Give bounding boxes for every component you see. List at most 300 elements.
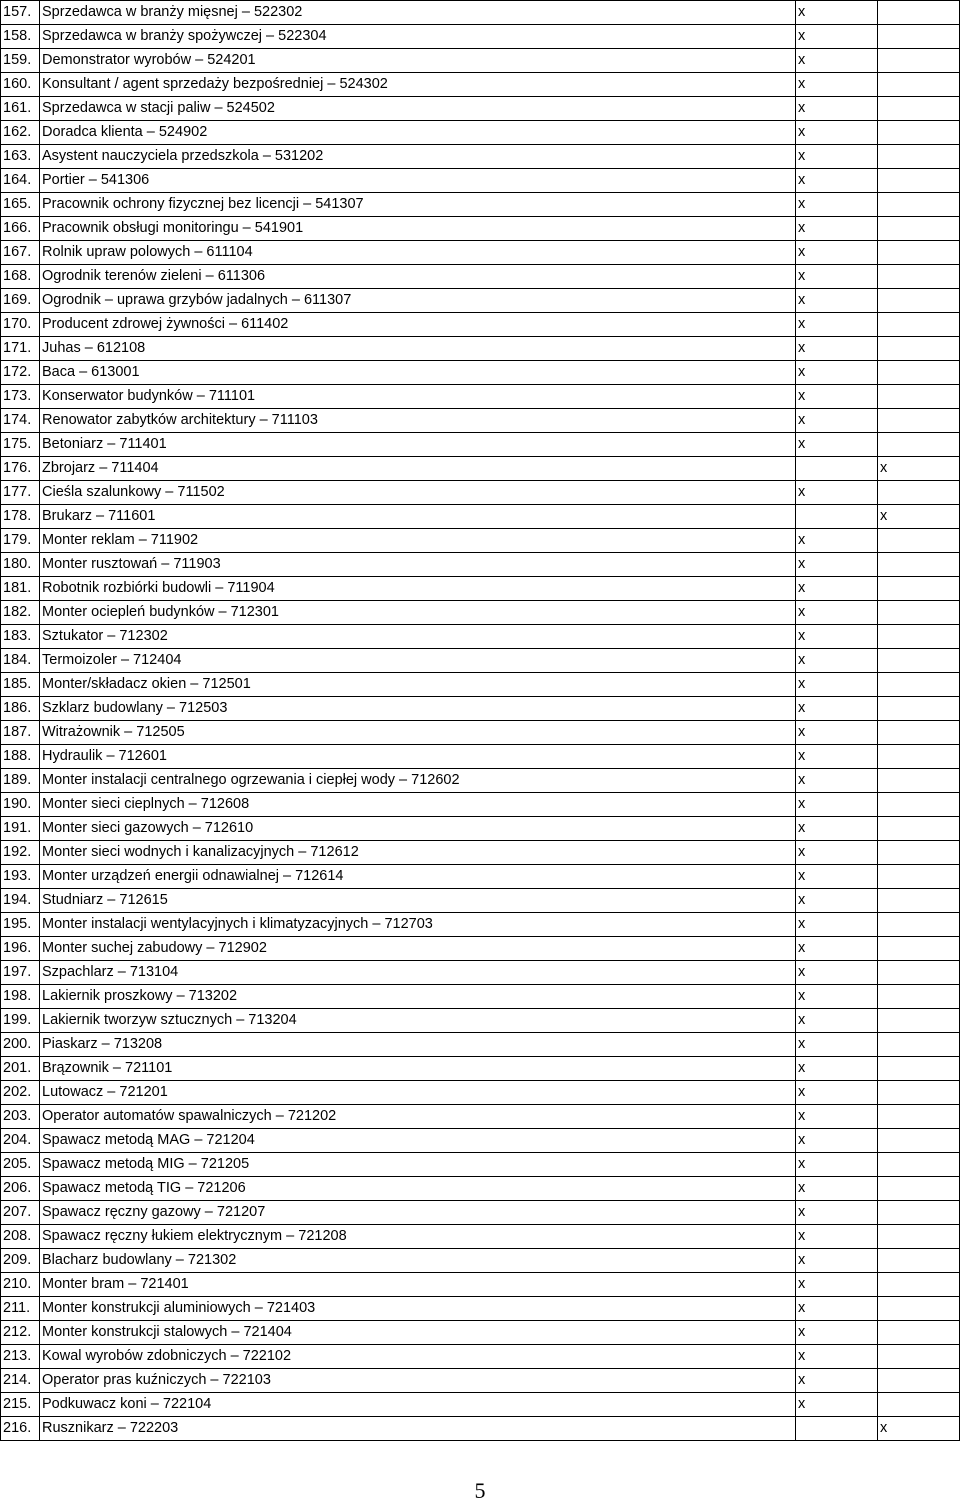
mark-cell-1: x — [796, 1249, 878, 1273]
table-row — [1, 1393, 960, 1417]
occupation-name: Lakiernik tworzyw sztucznych – 713204 — [40, 1009, 796, 1033]
table-row — [1, 337, 960, 361]
mark-cell-2 — [878, 25, 960, 49]
occupation-name: Ogrodnik terenów zieleni – 611306 — [40, 265, 796, 289]
occupation-name: Konsultant / agent sprzedaży bezpośredniej – 524302 — [40, 73, 796, 97]
row-number: 195. — [1, 913, 40, 937]
occupation-name: Monter suchej zabudowy – 712902 — [40, 937, 796, 961]
occupation-name: Betoniarz – 711401 — [40, 433, 796, 457]
occupation-name: Monter ociepleń budynków – 712301 — [40, 601, 796, 625]
table-row — [1, 409, 960, 433]
table-row — [1, 241, 960, 265]
occupation-name: Brukarz – 711601 — [40, 505, 796, 529]
row-number: 193. — [1, 865, 40, 889]
row-number: 166. — [1, 217, 40, 241]
mark-cell-1: x — [796, 625, 878, 649]
mark-cell-2 — [878, 697, 960, 721]
occupation-name: Sprzedawca w stacji paliw – 524502 — [40, 97, 796, 121]
row-number: 207. — [1, 1201, 40, 1225]
mark-cell-1: x — [796, 769, 878, 793]
occupation-name: Sztukator – 712302 — [40, 625, 796, 649]
mark-cell-2 — [878, 1105, 960, 1129]
row-number: 196. — [1, 937, 40, 961]
table-row — [1, 793, 960, 817]
table-row — [1, 385, 960, 409]
mark-cell-2 — [878, 313, 960, 337]
table-row — [1, 1345, 960, 1369]
mark-cell-1: x — [796, 1369, 878, 1393]
mark-cell-1: x — [796, 145, 878, 169]
mark-cell-2 — [878, 577, 960, 601]
mark-cell-1: x — [796, 673, 878, 697]
table-row — [1, 601, 960, 625]
mark-cell-2 — [878, 529, 960, 553]
occupation-name: Monter sieci gazowych – 712610 — [40, 817, 796, 841]
mark-cell-1: x — [796, 865, 878, 889]
table-row — [1, 1225, 960, 1249]
mark-cell-1: x — [796, 337, 878, 361]
table-row — [1, 1273, 960, 1297]
occupation-name: Podkuwacz koni – 722104 — [40, 1393, 796, 1417]
occupation-name: Spawacz ręczny gazowy – 721207 — [40, 1201, 796, 1225]
row-number: 185. — [1, 673, 40, 697]
mark-cell-1: x — [796, 721, 878, 745]
mark-cell-2 — [878, 1369, 960, 1393]
occupation-name: Portier – 541306 — [40, 169, 796, 193]
mark-cell-2 — [878, 673, 960, 697]
row-number: 161. — [1, 97, 40, 121]
mark-cell-2 — [878, 841, 960, 865]
row-number: 157. — [1, 1, 40, 25]
mark-cell-2 — [878, 1033, 960, 1057]
occupation-name: Spawacz metodą MIG – 721205 — [40, 1153, 796, 1177]
row-number: 183. — [1, 625, 40, 649]
table-row — [1, 1369, 960, 1393]
mark-cell-2 — [878, 985, 960, 1009]
row-number: 163. — [1, 145, 40, 169]
row-number: 162. — [1, 121, 40, 145]
table-row — [1, 769, 960, 793]
mark-cell-1: x — [796, 433, 878, 457]
mark-cell-2 — [878, 1225, 960, 1249]
occupation-name: Lakiernik proszkowy – 713202 — [40, 985, 796, 1009]
row-number: 200. — [1, 1033, 40, 1057]
table-row — [1, 361, 960, 385]
mark-cell-2 — [878, 961, 960, 985]
occupation-name: Pracownik ochrony fizycznej bez licencji – 541307 — [40, 193, 796, 217]
row-number: 187. — [1, 721, 40, 745]
mark-cell-2 — [878, 769, 960, 793]
mark-cell-2 — [878, 433, 960, 457]
occupation-name: Kowal wyrobów zdobniczych – 722102 — [40, 1345, 796, 1369]
mark-cell-2: x — [878, 1417, 960, 1441]
row-number: 177. — [1, 481, 40, 505]
occupation-name: Ogrodnik – uprawa grzybów jadalnych – 611307 — [40, 289, 796, 313]
mark-cell-1: x — [796, 97, 878, 121]
row-number: 197. — [1, 961, 40, 985]
row-number: 175. — [1, 433, 40, 457]
mark-cell-2: x — [878, 505, 960, 529]
occupation-name: Szklarz budowlany – 712503 — [40, 697, 796, 721]
occupation-name: Asystent nauczyciela przedszkola – 531202 — [40, 145, 796, 169]
mark-cell-2 — [878, 241, 960, 265]
mark-cell-2: x — [878, 457, 960, 481]
mark-cell-2 — [878, 145, 960, 169]
table-row — [1, 73, 960, 97]
mark-cell-1: x — [796, 1297, 878, 1321]
occupation-name: Monter instalacji wentylacyjnych i klimatyzacyjnych – 712703 — [40, 913, 796, 937]
mark-cell-2 — [878, 721, 960, 745]
mark-cell-2 — [878, 121, 960, 145]
occupation-name: Robotnik rozbiórki budowli – 711904 — [40, 577, 796, 601]
mark-cell-2 — [878, 1297, 960, 1321]
row-number: 184. — [1, 649, 40, 673]
occupation-name: Szpachlarz – 713104 — [40, 961, 796, 985]
table-row — [1, 505, 960, 529]
row-number: 158. — [1, 25, 40, 49]
mark-cell-1: x — [796, 1081, 878, 1105]
mark-cell-1: x — [796, 1393, 878, 1417]
occupation-name: Zbrojarz – 711404 — [40, 457, 796, 481]
mark-cell-1: x — [796, 1105, 878, 1129]
mark-cell-2 — [878, 409, 960, 433]
occupation-name: Doradca klienta – 524902 — [40, 121, 796, 145]
row-number: 189. — [1, 769, 40, 793]
occupation-name: Blacharz budowlany – 721302 — [40, 1249, 796, 1273]
table-row — [1, 217, 960, 241]
table-row — [1, 313, 960, 337]
mark-cell-1: x — [796, 1, 878, 25]
mark-cell-1: x — [796, 985, 878, 1009]
row-number: 186. — [1, 697, 40, 721]
mark-cell-1: x — [796, 73, 878, 97]
mark-cell-1: x — [796, 217, 878, 241]
mark-cell-1: x — [796, 1345, 878, 1369]
row-number: 179. — [1, 529, 40, 553]
table-row — [1, 1129, 960, 1153]
mark-cell-2 — [878, 1393, 960, 1417]
table-row — [1, 49, 960, 73]
mark-cell-1: x — [796, 49, 878, 73]
row-number: 208. — [1, 1225, 40, 1249]
mark-cell-1: x — [796, 817, 878, 841]
table-row — [1, 1321, 960, 1345]
mark-cell-1: x — [796, 361, 878, 385]
mark-cell-2 — [878, 1081, 960, 1105]
row-number: 209. — [1, 1249, 40, 1273]
mark-cell-2 — [878, 1249, 960, 1273]
mark-cell-2 — [878, 337, 960, 361]
mark-cell-1: x — [796, 481, 878, 505]
table-row — [1, 1153, 960, 1177]
table-row — [1, 121, 960, 145]
row-number: 181. — [1, 577, 40, 601]
table-row — [1, 577, 960, 601]
table-row — [1, 865, 960, 889]
row-number: 206. — [1, 1177, 40, 1201]
mark-cell-2 — [878, 1153, 960, 1177]
mark-cell-2 — [878, 1057, 960, 1081]
mark-cell-1: x — [796, 193, 878, 217]
row-number: 190. — [1, 793, 40, 817]
mark-cell-2 — [878, 793, 960, 817]
mark-cell-1: x — [796, 961, 878, 985]
row-number: 159. — [1, 49, 40, 73]
mark-cell-2 — [878, 937, 960, 961]
table-row — [1, 169, 960, 193]
mark-cell-1: x — [796, 889, 878, 913]
mark-cell-1: x — [796, 409, 878, 433]
table-row — [1, 1009, 960, 1033]
mark-cell-1: x — [796, 649, 878, 673]
row-number: 173. — [1, 385, 40, 409]
table-row — [1, 265, 960, 289]
page-number: 5 — [474, 1478, 486, 1503]
mark-cell-2 — [878, 385, 960, 409]
row-number: 216. — [1, 1417, 40, 1441]
mark-cell-2 — [878, 193, 960, 217]
mark-cell-1: x — [796, 1153, 878, 1177]
mark-cell-1: x — [796, 25, 878, 49]
table-row — [1, 625, 960, 649]
mark-cell-1: x — [796, 385, 878, 409]
row-number: 188. — [1, 745, 40, 769]
mark-cell-1: x — [796, 1225, 878, 1249]
table-row — [1, 937, 960, 961]
mark-cell-2 — [878, 1273, 960, 1297]
row-number: 215. — [1, 1393, 40, 1417]
table-row — [1, 193, 960, 217]
mark-cell-2 — [878, 649, 960, 673]
occupation-name: Monter urządzeń energii odnawialnej – 712614 — [40, 865, 796, 889]
mark-cell-1: x — [796, 1057, 878, 1081]
occupation-name: Juhas – 612108 — [40, 337, 796, 361]
occupation-name: Brązownik – 721101 — [40, 1057, 796, 1081]
occupation-name: Termoizoler – 712404 — [40, 649, 796, 673]
row-number: 199. — [1, 1009, 40, 1033]
table-row — [1, 889, 960, 913]
row-number: 171. — [1, 337, 40, 361]
row-number: 169. — [1, 289, 40, 313]
table-row — [1, 721, 960, 745]
occupation-name: Renowator zabytków architektury – 711103 — [40, 409, 796, 433]
occupation-name: Monter sieci cieplnych – 712608 — [40, 793, 796, 817]
mark-cell-2 — [878, 1, 960, 25]
mark-cell-2 — [878, 865, 960, 889]
table-row — [1, 1, 960, 25]
mark-cell-2 — [878, 913, 960, 937]
row-number: 212. — [1, 1321, 40, 1345]
row-number: 180. — [1, 553, 40, 577]
mark-cell-1 — [796, 457, 878, 481]
table-row — [1, 1249, 960, 1273]
table-row — [1, 145, 960, 169]
occupation-name: Monter konstrukcji stalowych – 721404 — [40, 1321, 796, 1345]
mark-cell-1: x — [796, 793, 878, 817]
row-number: 170. — [1, 313, 40, 337]
table-row — [1, 1201, 960, 1225]
occupation-name: Spawacz ręczny łukiem elektrycznym – 721208 — [40, 1225, 796, 1249]
mark-cell-1: x — [796, 1177, 878, 1201]
table-row — [1, 1081, 960, 1105]
mark-cell-1: x — [796, 913, 878, 937]
table-row — [1, 433, 960, 457]
table-row — [1, 289, 960, 313]
occupation-name: Monter/składacz okien – 712501 — [40, 673, 796, 697]
occupation-name: Rusznikarz – 722203 — [40, 1417, 796, 1441]
row-number: 211. — [1, 1297, 40, 1321]
row-number: 205. — [1, 1153, 40, 1177]
mark-cell-2 — [878, 1345, 960, 1369]
occupation-name: Konserwator budynków – 711101 — [40, 385, 796, 409]
mark-cell-2 — [878, 817, 960, 841]
mark-cell-1: x — [796, 841, 878, 865]
mark-cell-1: x — [796, 745, 878, 769]
mark-cell-1: x — [796, 1009, 878, 1033]
mark-cell-1: x — [796, 1033, 878, 1057]
occupation-name: Rolnik upraw polowych – 611104 — [40, 241, 796, 265]
occupation-name: Demonstrator wyrobów – 524201 — [40, 49, 796, 73]
mark-cell-2 — [878, 217, 960, 241]
occupation-name: Monter sieci wodnych i kanalizacyjnych – 712612 — [40, 841, 796, 865]
mark-cell-1 — [796, 1417, 878, 1441]
row-number: 165. — [1, 193, 40, 217]
table-row — [1, 1297, 960, 1321]
mark-cell-2 — [878, 97, 960, 121]
row-number: 198. — [1, 985, 40, 1009]
occupation-name: Spawacz metodą MAG – 721204 — [40, 1129, 796, 1153]
mark-cell-1 — [796, 505, 878, 529]
table-row — [1, 25, 960, 49]
table-row — [1, 553, 960, 577]
occupation-name: Operator automatów spawalniczych – 721202 — [40, 1105, 796, 1129]
table-row — [1, 697, 960, 721]
occupation-name: Monter instalacji centralnego ogrzewania i ciepłej wody – 712602 — [40, 769, 796, 793]
occupation-name: Studniarz – 712615 — [40, 889, 796, 913]
row-number: 167. — [1, 241, 40, 265]
mark-cell-2 — [878, 265, 960, 289]
table-row — [1, 481, 960, 505]
mark-cell-1: x — [796, 121, 878, 145]
mark-cell-2 — [878, 1321, 960, 1345]
table-row — [1, 745, 960, 769]
table-row — [1, 841, 960, 865]
table-row — [1, 1417, 960, 1441]
occupation-name: Baca – 613001 — [40, 361, 796, 385]
table-row — [1, 97, 960, 121]
row-number: 172. — [1, 361, 40, 385]
mark-cell-2 — [878, 1201, 960, 1225]
table-row — [1, 1105, 960, 1129]
row-number: 203. — [1, 1105, 40, 1129]
table-row — [1, 1057, 960, 1081]
table-row — [1, 1177, 960, 1201]
occupation-name: Sprzedawca w branży spożywczej – 522304 — [40, 25, 796, 49]
table-row — [1, 913, 960, 937]
table-row — [1, 961, 960, 985]
occupation-name: Sprzedawca w branży mięsnej – 522302 — [40, 1, 796, 25]
occupation-name: Monter rusztowań – 711903 — [40, 553, 796, 577]
mark-cell-1: x — [796, 937, 878, 961]
row-number: 164. — [1, 169, 40, 193]
table-row — [1, 649, 960, 673]
occupation-table-body — [1, 1, 960, 1441]
row-number: 201. — [1, 1057, 40, 1081]
mark-cell-2 — [878, 745, 960, 769]
occupation-name: Pracownik obsługi monitoringu – 541901 — [40, 217, 796, 241]
occupation-name: Witrażownik – 712505 — [40, 721, 796, 745]
mark-cell-2 — [878, 481, 960, 505]
mark-cell-1: x — [796, 1321, 878, 1345]
table-row — [1, 529, 960, 553]
mark-cell-2 — [878, 1129, 960, 1153]
occupation-name: Monter bram – 721401 — [40, 1273, 796, 1297]
row-number: 214. — [1, 1369, 40, 1393]
mark-cell-1: x — [796, 577, 878, 601]
mark-cell-2 — [878, 361, 960, 385]
mark-cell-2 — [878, 601, 960, 625]
table-row — [1, 673, 960, 697]
occupation-name: Spawacz metodą TIG – 721206 — [40, 1177, 796, 1201]
mark-cell-1: x — [796, 289, 878, 313]
mark-cell-2 — [878, 49, 960, 73]
occupation-name: Cieśla szalunkowy – 711502 — [40, 481, 796, 505]
mark-cell-1: x — [796, 529, 878, 553]
mark-cell-1: x — [796, 1129, 878, 1153]
row-number: 202. — [1, 1081, 40, 1105]
row-number: 174. — [1, 409, 40, 433]
occupation-name: Monter reklam – 711902 — [40, 529, 796, 553]
mark-cell-2 — [878, 889, 960, 913]
table-row — [1, 985, 960, 1009]
mark-cell-2 — [878, 553, 960, 577]
table-row — [1, 817, 960, 841]
mark-cell-2 — [878, 73, 960, 97]
row-number: 182. — [1, 601, 40, 625]
row-number: 160. — [1, 73, 40, 97]
mark-cell-2 — [878, 289, 960, 313]
row-number: 176. — [1, 457, 40, 481]
mark-cell-1: x — [796, 553, 878, 577]
mark-cell-1: x — [796, 601, 878, 625]
mark-cell-1: x — [796, 697, 878, 721]
table-row — [1, 457, 960, 481]
mark-cell-1: x — [796, 1273, 878, 1297]
row-number: 192. — [1, 841, 40, 865]
occupation-name: Monter konstrukcji aluminiowych – 721403 — [40, 1297, 796, 1321]
mark-cell-2 — [878, 1177, 960, 1201]
row-number: 178. — [1, 505, 40, 529]
mark-cell-1: x — [796, 313, 878, 337]
row-number: 194. — [1, 889, 40, 913]
mark-cell-2 — [878, 625, 960, 649]
mark-cell-1: x — [796, 169, 878, 193]
row-number: 213. — [1, 1345, 40, 1369]
table-row — [1, 1033, 960, 1057]
row-number: 191. — [1, 817, 40, 841]
mark-cell-1: x — [796, 241, 878, 265]
occupation-name: Operator pras kuźniczych – 722103 — [40, 1369, 796, 1393]
mark-cell-1: x — [796, 265, 878, 289]
occupation-name: Piaskarz – 713208 — [40, 1033, 796, 1057]
mark-cell-2 — [878, 1009, 960, 1033]
mark-cell-1: x — [796, 1201, 878, 1225]
occupation-name: Hydraulik – 712601 — [40, 745, 796, 769]
occupation-name: Lutowacz – 721201 — [40, 1081, 796, 1105]
occupation-name: Producent zdrowej żywności – 611402 — [40, 313, 796, 337]
row-number: 204. — [1, 1129, 40, 1153]
row-number: 210. — [1, 1273, 40, 1297]
